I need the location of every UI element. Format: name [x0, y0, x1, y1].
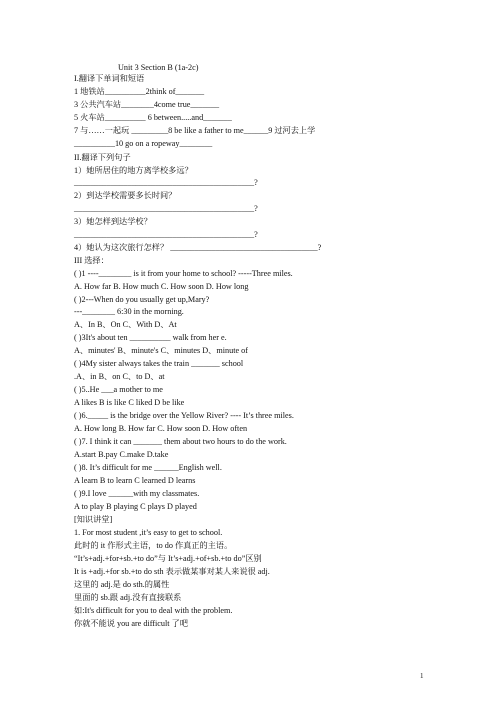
- knowledge-line: 1. For most student ,it’s easy to get to school.: [74, 528, 223, 537]
- sentence-prompt: 4）她认为这次旅行怎样？ ____________________________________?: [74, 243, 322, 252]
- question-line: ( )4My sister always takes the train _______ school: [74, 359, 244, 368]
- vocab-line: 5 火车站__________ 6 between.....and_______: [74, 113, 232, 122]
- question-line: ( )2---When do you usually get up,Mary?: [74, 295, 210, 304]
- question-line: ( )6._____ is the bridge over the Yellow River? ---- It’s three miles.: [74, 411, 294, 420]
- question-line: ( )8. It’s difficult for me ______English well.: [74, 463, 222, 472]
- options-line: A to play B playing C plays D played: [74, 502, 197, 511]
- options-line: .A、in B、on C、to D、at: [74, 372, 165, 381]
- options-line: A. How long B. How far C. How soon D. How often: [74, 424, 248, 433]
- answer-blank: ____________________________________________?: [74, 230, 258, 239]
- knowledge-line: 里面的 sb.跟 adj.没有直接联系: [74, 593, 182, 602]
- knowledge-line: “It’s+adj.+for+sb.+to do”与 It’s+adj.+of+sb.+to do”区别: [74, 554, 262, 563]
- options-line: A likes B is like C liked D be like: [74, 398, 185, 407]
- sentence-prompt: 1）她所居住的地方离学校多远？: [74, 166, 193, 175]
- options-line: A、In B、On C、With D、At: [74, 320, 177, 329]
- knowledge-line: 这里的 adj.是 do sth.的属性: [74, 580, 170, 589]
- vocab-line: __________10 go on a ropeway________: [74, 139, 213, 148]
- question-line: ---________ 6:30 in the morning.: [74, 307, 184, 316]
- question-line: ( )9.I love ______with my classmates.: [74, 489, 200, 498]
- answer-blank: ____________________________________________?: [74, 204, 258, 213]
- question-line: ( )5..He ___a mother to me: [74, 385, 163, 394]
- options-line: A、minutes' B、minute's C、minutes D、minute of: [74, 346, 248, 355]
- sentence-prompt: 3）她怎样到达学校？: [74, 217, 152, 226]
- question-line: ( )1 ----________ is it from your home to school? -----Three miles.: [74, 269, 293, 278]
- question-line: ( )3It's about ten __________ walk from her e.: [74, 333, 227, 342]
- knowledge-line: 此时的 it 作形式主语，to do 作真正的主语。: [74, 541, 233, 550]
- document-title: Unit 3 Section B (1a-2c): [118, 63, 199, 72]
- sentence-prompt: 2）到达学校需要多长时间？: [74, 191, 177, 200]
- section-heading-choice: III 选择：: [74, 256, 109, 265]
- page-number: 1: [420, 672, 424, 680]
- options-line: A.start B.pay C.make D.take: [74, 450, 169, 459]
- options-line: A. How far B. How much C. How soon D. How long: [74, 282, 249, 291]
- knowledge-line: 如:It's difficult for you to deal with the problem.: [74, 606, 233, 615]
- vocab-line: 1 地铁站__________2think of_______: [74, 87, 205, 96]
- options-line: A learn B to learn C learned D learns: [74, 476, 196, 485]
- vocab-line: 7 与……一起玩 _________8 be like a father to me______9 过河去上学: [74, 126, 316, 135]
- section-heading-sentences: II.翻译下列句子: [74, 153, 131, 162]
- knowledge-line: It is +adj.+for sb.+to do sth 表示做某事对某人来说很 adj.: [74, 567, 270, 576]
- answer-blank: ____________________________________________?: [74, 178, 258, 187]
- section-heading-vocab: I.翻译下单词和短语: [74, 74, 145, 83]
- vocab-line: 3 公共汽车站________4come true_______: [74, 100, 220, 109]
- knowledge-line: 你就不能说 you are difficult 了吧: [74, 619, 189, 628]
- section-heading-knowledge: [知识讲堂]: [74, 515, 113, 524]
- question-line: ( )7. I think it can _______ them about two hours to do the work.: [74, 437, 287, 446]
